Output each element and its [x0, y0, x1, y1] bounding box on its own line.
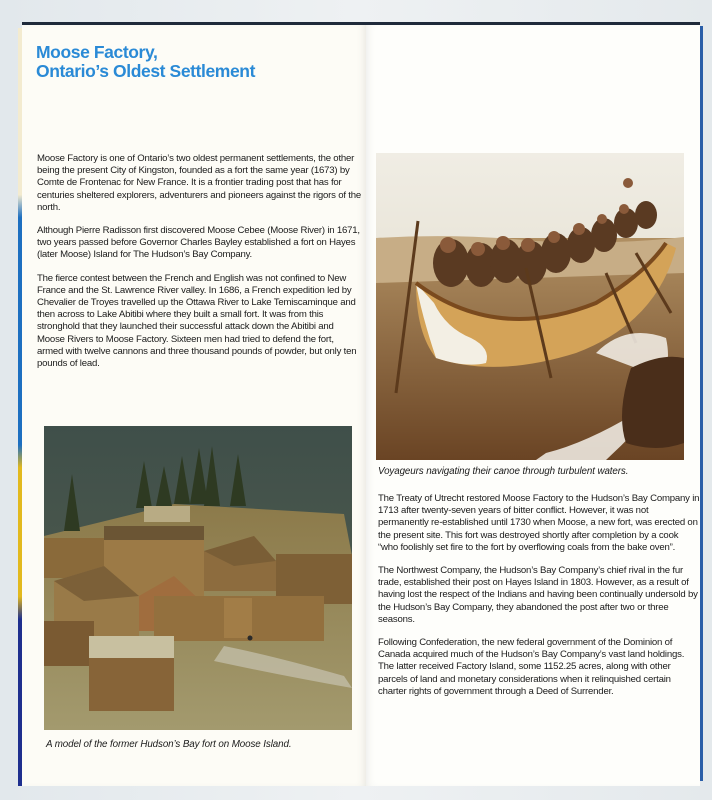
title-line-2: Ontario’s Oldest Settlement — [36, 61, 256, 81]
fort-model-photo — [44, 426, 352, 730]
paragraph: Following Confederation, the new federal government of the Dominion of Canada acquired much of the Hudson’s Bay Company’s vast land holdings. The latter received Factory Island, some 1152.25 acres, along with other parcels of land and monetary considerations when it relinquished certain charter rights of government through a Deed of Surrender. — [378, 637, 685, 697]
paragraph: Although Pierre Radisson first discovered Moose Cebee (Moose River) in 1671, two years passed before Governor Charles Bayley established a fort on Hayes (later Moose) Island for The Hudson’s Bay Company. — [37, 225, 360, 261]
page-title — [36, 43, 255, 81]
brochure-spread — [22, 22, 700, 786]
brochure-right-edge — [700, 26, 703, 781]
right-body-text — [378, 493, 700, 709]
fort-photo-caption: A model of the former Hudson’s Bay fort on Moose Island. — [46, 739, 292, 750]
left-body-text — [37, 153, 362, 381]
paragraph: The Treaty of Utrecht restored Moose Factory to the Hudson’s Bay Company in 1713 after twenty-seven years of bitter conflict. However, it was not permanently re-established until 1730 when Moose, a new fort, was erected on the present site. This fort was destroyed shortly after completion by a cook “who foolishly set fire to the fort by overflowing coals from the bake oven”. — [378, 493, 700, 553]
title-line-1: Moose Factory, — [36, 42, 158, 62]
paragraph: The Northwest Company, the Hudson’s Bay Company’s chief rival in the fur trade, established their post on Hayes Island in 1803. However, as a result of having lost the respect of the Indians and having been continually undersold by the Hudson’s Bay Company, they abandoned the post after two or three seasons. — [378, 565, 698, 625]
canoe-photo-caption: Voyageurs navigating their canoe through turbulent waters. — [378, 466, 629, 477]
paragraph: Moose Factory is one of Ontario’s two oldest permanent settlements, the other being the present City of Kingston, founded as a fort the same year (1673) by Comte de Frontenac for New France. It is a frontier trading post that has for centuries sheltered explorers, adventurers and pioneers against the rigors of the north. — [37, 153, 362, 213]
left-page — [22, 22, 366, 786]
voyageurs-canoe-painting — [376, 153, 684, 460]
right-page — [366, 22, 700, 786]
paragraph: The fierce contest between the French and English was not confined to New France and the St. Lawrence River valley. In 1686, a French expedition led by Chevalier de Troyes travelled up the Ottawa River to Lake Temiscaminque and then across to Lake Abitibi where they built a small fort. It was from this stronghold that they launched their successful attack down the Abitibi and Moose Rivers to Moose Factory. Sixteen men had tried to defend the fort, armed with twelve cannons and three thousand pounds of powder, but only ten pounds of lead. — [37, 272, 357, 370]
